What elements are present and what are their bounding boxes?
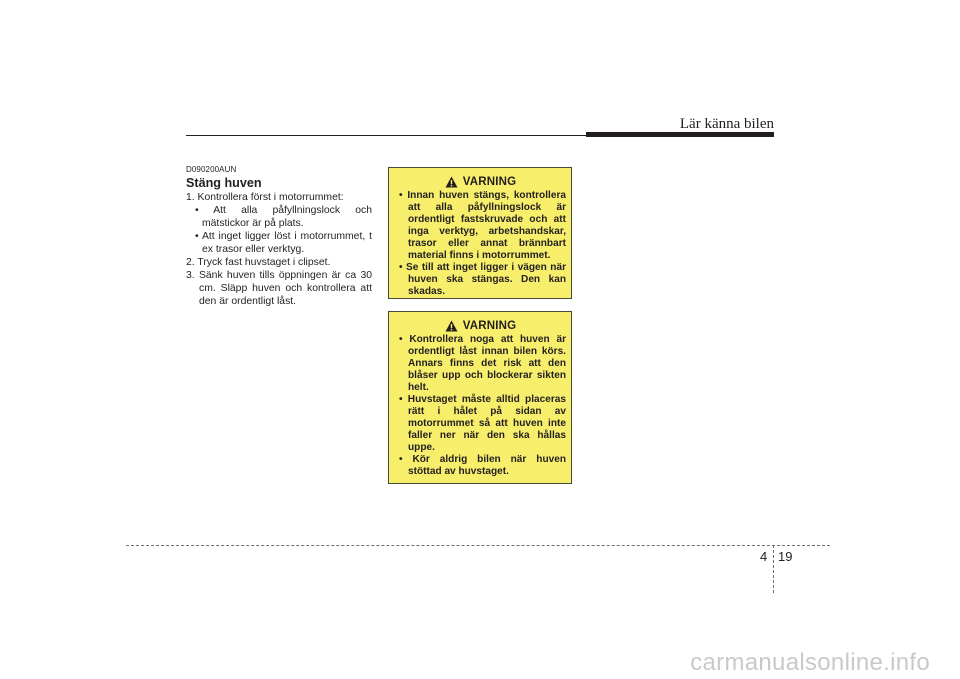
warning-header	[395, 176, 566, 188]
chapter-title: Lär känna bilen	[679, 116, 774, 132]
warning-item: • Kontrollera noga att huven är ordentligt låst innan bilen körs. Annars finns det risk att den blåser upp och blockerar sikten helt.	[399, 334, 566, 393]
warning-box-1	[388, 167, 572, 299]
step-1: 1. Kontrollera först i motorrummet:	[186, 192, 344, 203]
warning-item: • Se till att inget ligger i vägen när huven ska stängas. Den kan skadas.	[399, 262, 566, 297]
instructions-column	[186, 165, 372, 308]
warning-triangle-icon	[445, 320, 458, 332]
step-3: 3. Sänk huven tills öppningen är ca 30 cm. Släpp huven och kontrollera att den är ordentligt låst.	[186, 270, 372, 307]
footer-rule	[126, 545, 830, 546]
warning-item: • Kör aldrig bilen när huven stöttad av huvstaget.	[399, 454, 566, 477]
page-number: 19	[778, 549, 793, 564]
watermark: carmanualsonline.info	[690, 649, 930, 676]
warning-header	[395, 320, 566, 332]
step-1-bullet-1: • Att alla påfyllningslock och mätstickor är på plats.	[195, 205, 372, 229]
warning-box-2	[388, 311, 572, 484]
step-1-bullet-2: • Att inget ligger löst i motorrummet, t ex trasor eller verktyg.	[195, 231, 372, 255]
step-2: 2. Tryck fast huvstaget i clipset.	[186, 257, 331, 268]
warning-item: • Huvstaget måste alltid placeras rätt i hålet på sidan av motorrummet så att huven inte faller ner när den ska hållas uppe.	[399, 394, 566, 453]
section-heading: Stäng huven	[186, 176, 262, 190]
warning-title: VARNING	[462, 320, 517, 332]
footer-divider	[773, 545, 774, 593]
warning-item: • Innan huven stängs, kontrollera att alla påfyllningslock är ordentligt fastskruvade och att inga verktyg, arbetshandskar, trasor eller annat brännbart material finns i motorrummet.	[399, 190, 566, 261]
section-code: D090200AUN	[186, 165, 237, 174]
header-rule	[186, 135, 586, 136]
warning-triangle-icon	[445, 176, 458, 188]
warning-title: VARNING	[462, 176, 517, 188]
header-rule-accent	[586, 132, 774, 137]
page-chapter-number: 4	[760, 549, 768, 564]
